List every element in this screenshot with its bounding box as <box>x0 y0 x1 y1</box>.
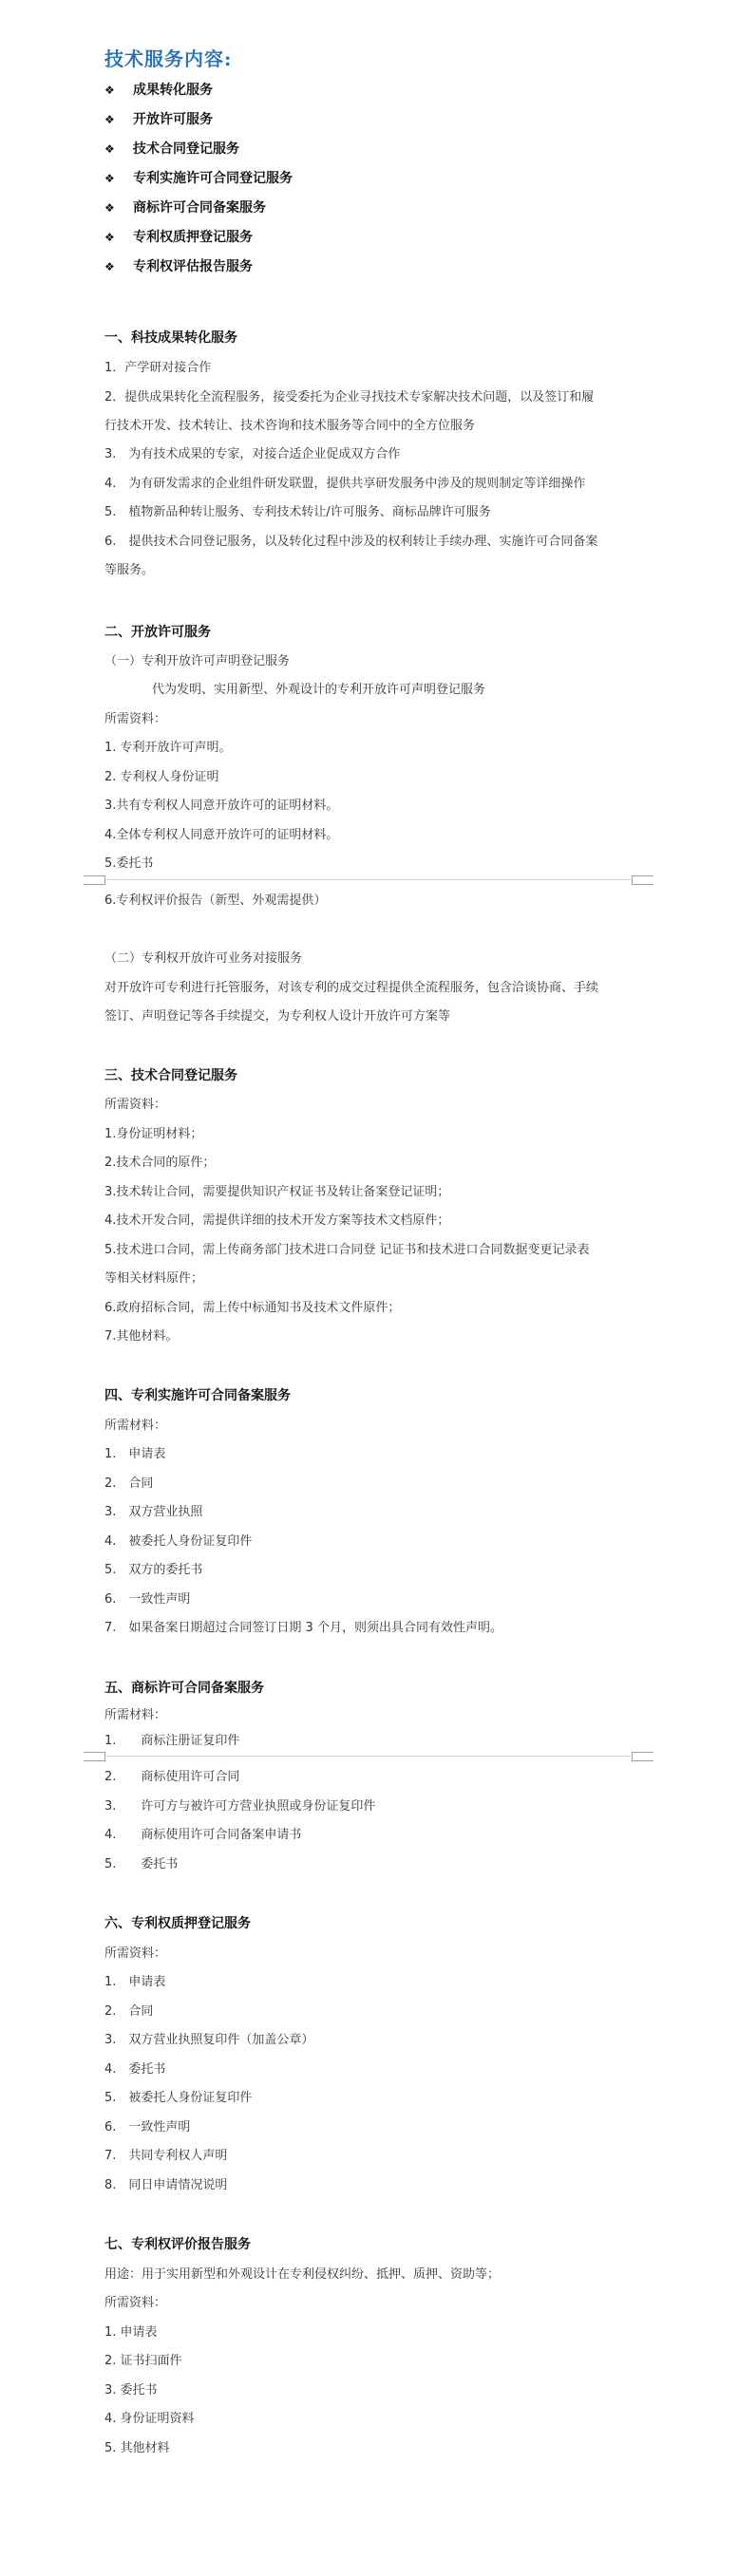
bullet-item <box>104 164 293 194</box>
page-title: 技术服务内容: <box>104 47 233 70</box>
page-break-marker <box>84 1752 653 1761</box>
page-corner-mark <box>84 1752 105 1761</box>
diamond-bullet-icon: ❖ <box>104 113 115 126</box>
section-heading: 四、专利实施许可合同备案服务 <box>104 1388 291 1403</box>
bullet-item <box>104 223 293 253</box>
section-heading: 七、专利权评价报告服务 <box>104 2237 251 2252</box>
section-line: 4. 商标使用许可合同备案申请书 <box>104 1828 302 1842</box>
page-break-rule <box>106 1756 631 1757</box>
diamond-bullet-icon: ❖ <box>104 84 115 97</box>
section-line: 签订、声明登记等各手续提交，为专利权人设计开放许可方案等 <box>104 1009 451 1024</box>
materials-label: 所需资料： <box>104 1098 167 1112</box>
section-heading: 一、科技成果转化服务 <box>104 330 237 346</box>
section-line: 1.身份证明材料； <box>104 1127 203 1141</box>
service-bullet-list <box>104 76 293 282</box>
section-line: 等相关材料原件； <box>104 1271 204 1286</box>
materials-label: 所需资料： <box>104 1946 167 1961</box>
section-line: 5.委托书 <box>104 856 154 871</box>
section-line: 8. 同日申请情况说明 <box>104 2178 228 2192</box>
section-line: 5.技术进口合同，需上传商务部门技术进口合同登 记证书和技术进口合同数据变更记录表 <box>104 1243 590 1257</box>
section-line: 4. 委托书 <box>104 2062 166 2077</box>
section-line: 6. 一致性声明 <box>104 1592 191 1607</box>
bullet-label: 专利权评估报告服务 <box>133 259 253 274</box>
section-line: 7. 共同专利权人声明 <box>104 2149 228 2163</box>
usage-line: 用途：用于实用新型和外观设计在专利侵权纠纷、抵押、质押、资助等； <box>104 2267 501 2282</box>
section-line: 1. 申请表 <box>104 1975 166 1989</box>
section-line: 5. 植物新品种转让服务、专利技术转让/许可服务、商标品牌许可服务 <box>104 505 491 519</box>
section-line: 6. 提供技术合同登记服务，以及转化过程中涉及的权利转让手续办理、实施许可合同备案 <box>104 535 598 549</box>
section-line: 1. 专利开放许可声明。 <box>104 741 232 755</box>
page-break-rule <box>106 879 631 880</box>
subsection-heading: （一）专利开放许可声明登记服务 <box>104 654 291 668</box>
bullet-item <box>104 194 293 223</box>
section-line: 3. 为有技术成果的专家，对接合适企业促成双方合作 <box>104 447 401 461</box>
section-line: 1. 商标注册证复印件 <box>104 1734 240 1748</box>
section-line: 2. 合同 <box>104 2004 154 2019</box>
page-corner-mark <box>632 1752 653 1761</box>
materials-label: 所需材料： <box>104 1419 167 1433</box>
section-line: 7.其他材料。 <box>104 1329 179 1344</box>
section-line: 3. 许可方与被许可方营业执照或身份证复印件 <box>104 1799 376 1814</box>
materials-label: 所需材料： <box>104 1708 167 1722</box>
section-line: 3. 双方营业执照 <box>104 1505 203 1519</box>
section-line: 行技术开发、技术转让、技术咨询和技术服务等合同中的全方位服务 <box>104 419 476 433</box>
section-line: 6. 一致性声明 <box>104 2120 191 2134</box>
section-heading: 二、开放许可服务 <box>104 625 211 640</box>
bullet-item <box>104 76 293 105</box>
section-line: 4. 为有研发需求的企业组件研发联盟，提供共享研发服务中涉及的规则制定等详细操作 <box>104 477 586 491</box>
section-heading: 六、专利权质押登记服务 <box>104 1916 251 1931</box>
section-line: 4.技术开发合同，需提供详细的技术开发方案等技术文档原件； <box>104 1213 450 1228</box>
section-line: 等服务。 <box>104 563 155 577</box>
section-heading: 三、技术合同登记服务 <box>104 1068 237 1083</box>
section-line: 2. 专利权人身份证明 <box>104 770 219 784</box>
page-corner-mark <box>84 875 105 885</box>
section-line: 4. 身份证明资料 <box>104 2412 195 2426</box>
bullet-label: 技术合同登记服务 <box>133 141 239 157</box>
bullet-item <box>104 253 293 282</box>
section-line: 5. 其他材料 <box>104 2441 170 2455</box>
bullet-label: 专利权质押登记服务 <box>133 230 253 245</box>
diamond-bullet-icon: ❖ <box>104 260 115 273</box>
section-line: 3. 双方营业执照复印件（加盖公章） <box>104 2033 314 2047</box>
section-line: 2. 证书扫面件 <box>104 2354 182 2368</box>
bullet-label: 专利实施许可合同登记服务 <box>133 171 293 186</box>
section-line: 2．提供成果转化全流程服务，接受委托为企业寻找技术专家解决技术问题，以及签订和履 <box>104 390 595 404</box>
bullet-label: 成果转化服务 <box>133 83 213 98</box>
section-line: 1．产学研对接合作 <box>104 361 212 375</box>
bullet-label: 商标许可合同备案服务 <box>133 200 266 216</box>
section-line: 2.技术合同的原件； <box>104 1156 216 1170</box>
materials-label: 所需资料： <box>104 2296 167 2310</box>
page-break-marker <box>84 875 653 885</box>
diamond-bullet-icon: ❖ <box>104 172 115 185</box>
section-line: 6.政府招标合同，需上传中标通知书及技术文件原件； <box>104 1301 401 1315</box>
bullet-item <box>104 135 293 164</box>
section-line: 代为发明、实用新型、外观设计的专利开放许可声明登记服务 <box>152 683 486 697</box>
section-line: 7. 如果备案日期超过合同签订日期 3 个月，则须出具合同有效性声明。 <box>104 1621 502 1635</box>
section-line: 3.技术转让合同，需要提供知识产权证书及转让备案登记证明； <box>104 1185 450 1199</box>
section-line: 5. 被委托人身份证复印件 <box>104 2091 253 2105</box>
section-line: 2. 商标使用许可合同 <box>104 1770 240 1784</box>
section-line: 4.全体专利权人同意开放许可的证明材料。 <box>104 828 339 842</box>
subsection-heading: （二）专利权开放许可业务对接服务 <box>104 951 303 966</box>
diamond-bullet-icon: ❖ <box>104 201 115 215</box>
section-line: 2. 合同 <box>104 1476 154 1491</box>
section-line: 5. 委托书 <box>104 1857 179 1871</box>
section-line: 1. 申请表 <box>104 2325 158 2340</box>
section-line: 6.专利权评价报告（新型、外观需提供） <box>104 893 327 908</box>
section-line: 对开放许可专利进行托管服务，对该专利的成交过程提供全流程服务，包含洽谈协商、手续 <box>104 981 599 995</box>
page-corner-mark <box>632 875 653 885</box>
diamond-bullet-icon: ❖ <box>104 231 115 244</box>
section-line: 3. 委托书 <box>104 2383 158 2397</box>
section-line: 4. 被委托人身份证复印件 <box>104 1534 253 1549</box>
section-heading: 五、商标许可合同备案服务 <box>104 1681 264 1696</box>
section-line: 5. 双方的委托书 <box>104 1563 203 1577</box>
section-line: 3.共有专利权人同意开放许可的证明材料。 <box>104 799 339 813</box>
section-line: 1. 申请表 <box>104 1447 166 1461</box>
bullet-item <box>104 105 293 135</box>
bullet-label: 开放许可服务 <box>133 112 213 127</box>
materials-label: 所需资料： <box>104 712 167 726</box>
diamond-bullet-icon: ❖ <box>104 142 115 156</box>
